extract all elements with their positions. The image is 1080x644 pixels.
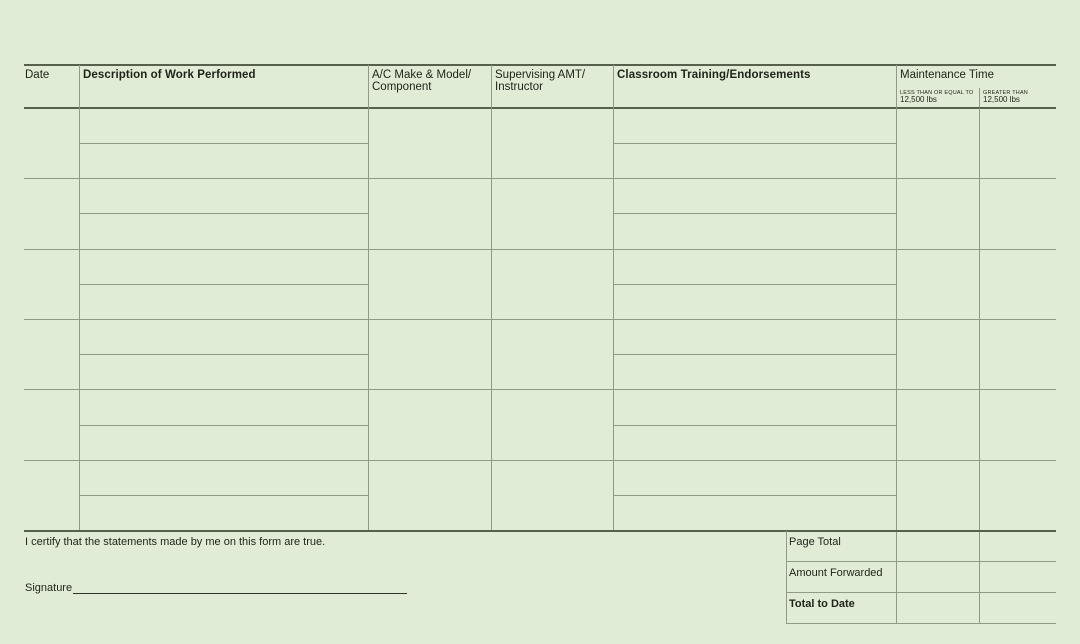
header-supervising-line2: Instructor — [495, 80, 543, 93]
header-maintenance-time: Maintenance Time — [900, 69, 994, 81]
classroom-field[interactable] — [614, 214, 896, 247]
classroom-field[interactable] — [614, 426, 896, 459]
maint-le-field[interactable] — [897, 250, 979, 318]
header-supervising — [495, 70, 585, 93]
total-to-date-label: Total to Date — [789, 598, 855, 610]
supervising-field[interactable] — [492, 109, 613, 177]
header-description: Description of Work Performed — [83, 69, 256, 81]
certify-statement: I certify that the statements made by me on this form are true. — [25, 536, 326, 548]
amount-forwarded-label: Amount Forwarded — [789, 567, 883, 579]
page-total-label: Page Total — [789, 536, 841, 548]
supervising-field[interactable] — [492, 320, 613, 388]
amount-forwarded-gt-field[interactable] — [980, 562, 1056, 592]
header-supervising-line1: Supervising AMT/ — [495, 69, 586, 81]
ac-make-field[interactable] — [369, 320, 491, 388]
classroom-field[interactable] — [614, 285, 896, 318]
date-field[interactable] — [25, 461, 79, 529]
description-field[interactable] — [80, 426, 368, 459]
description-field[interactable] — [80, 179, 368, 212]
supervising-field[interactable] — [492, 390, 613, 458]
header-gt-value: 12,500 lbs — [983, 95, 1020, 104]
maint-gt-field[interactable] — [980, 461, 1056, 529]
header-maint-subdivider — [979, 88, 980, 107]
signature-line[interactable] — [73, 593, 407, 594]
amount-forwarded-le-field[interactable] — [897, 562, 979, 592]
maint-le-field[interactable] — [897, 390, 979, 458]
ac-make-field[interactable] — [369, 461, 491, 529]
header-date: Date — [25, 69, 50, 81]
maint-gt-field[interactable] — [980, 250, 1056, 318]
header-gt-12500 — [983, 90, 1028, 104]
description-field[interactable] — [80, 214, 368, 247]
total-to-date-gt-field[interactable] — [980, 593, 1056, 623]
maint-le-field[interactable] — [897, 320, 979, 388]
description-field[interactable] — [80, 109, 368, 142]
signature-label: Signature — [25, 582, 73, 594]
header-ac-make-line2: Component — [372, 80, 432, 93]
description-field[interactable] — [80, 285, 368, 318]
ac-make-field[interactable] — [369, 109, 491, 177]
classroom-field[interactable] — [614, 390, 896, 423]
total-to-date-le-field[interactable] — [897, 593, 979, 623]
totals-left-border — [786, 531, 787, 624]
classroom-field[interactable] — [614, 461, 896, 494]
maint-gt-field[interactable] — [980, 390, 1056, 458]
header-le-12500 — [900, 90, 973, 104]
maint-le-field[interactable] — [897, 179, 979, 247]
date-field[interactable] — [25, 320, 79, 388]
header-le-value: 12,500 lbs — [900, 95, 937, 104]
date-field[interactable] — [25, 390, 79, 458]
ac-make-field[interactable] — [369, 179, 491, 247]
maint-le-field[interactable] — [897, 109, 979, 177]
supervising-field[interactable] — [492, 179, 613, 247]
classroom-field[interactable] — [614, 179, 896, 212]
classroom-field[interactable] — [614, 144, 896, 177]
date-field[interactable] — [25, 250, 79, 318]
header-le-caption: LESS THAN OR EQUAL TO — [900, 90, 974, 96]
header-ac-make-line1: A/C Make & Model/ — [372, 69, 472, 81]
supervising-field[interactable] — [492, 461, 613, 529]
page-total-le-field[interactable] — [897, 532, 979, 561]
header-ac-make — [372, 70, 471, 93]
classroom-field[interactable] — [614, 496, 896, 529]
supervising-field[interactable] — [492, 250, 613, 318]
date-field[interactable] — [25, 179, 79, 247]
header-classroom: Classroom Training/Endorsements — [617, 69, 811, 81]
maint-gt-field[interactable] — [980, 320, 1056, 388]
description-field[interactable] — [80, 390, 368, 423]
ac-make-field[interactable] — [369, 250, 491, 318]
ac-make-field[interactable] — [369, 390, 491, 458]
header-top-rule — [24, 64, 1056, 66]
description-field[interactable] — [80, 144, 368, 177]
totals-rule-3 — [786, 623, 1056, 624]
classroom-field[interactable] — [614, 355, 896, 388]
description-field[interactable] — [80, 250, 368, 283]
header-gt-caption: GREATER THAN — [983, 90, 1028, 96]
classroom-field[interactable] — [614, 320, 896, 353]
description-field[interactable] — [80, 496, 368, 529]
maint-le-field[interactable] — [897, 461, 979, 529]
classroom-field[interactable] — [614, 250, 896, 283]
description-field[interactable] — [80, 461, 368, 494]
date-field[interactable] — [25, 109, 79, 177]
description-field[interactable] — [80, 355, 368, 388]
page-total-gt-field[interactable] — [980, 532, 1056, 561]
classroom-field[interactable] — [614, 109, 896, 142]
maint-gt-field[interactable] — [980, 179, 1056, 247]
maint-gt-field[interactable] — [980, 109, 1056, 177]
description-field[interactable] — [80, 320, 368, 353]
